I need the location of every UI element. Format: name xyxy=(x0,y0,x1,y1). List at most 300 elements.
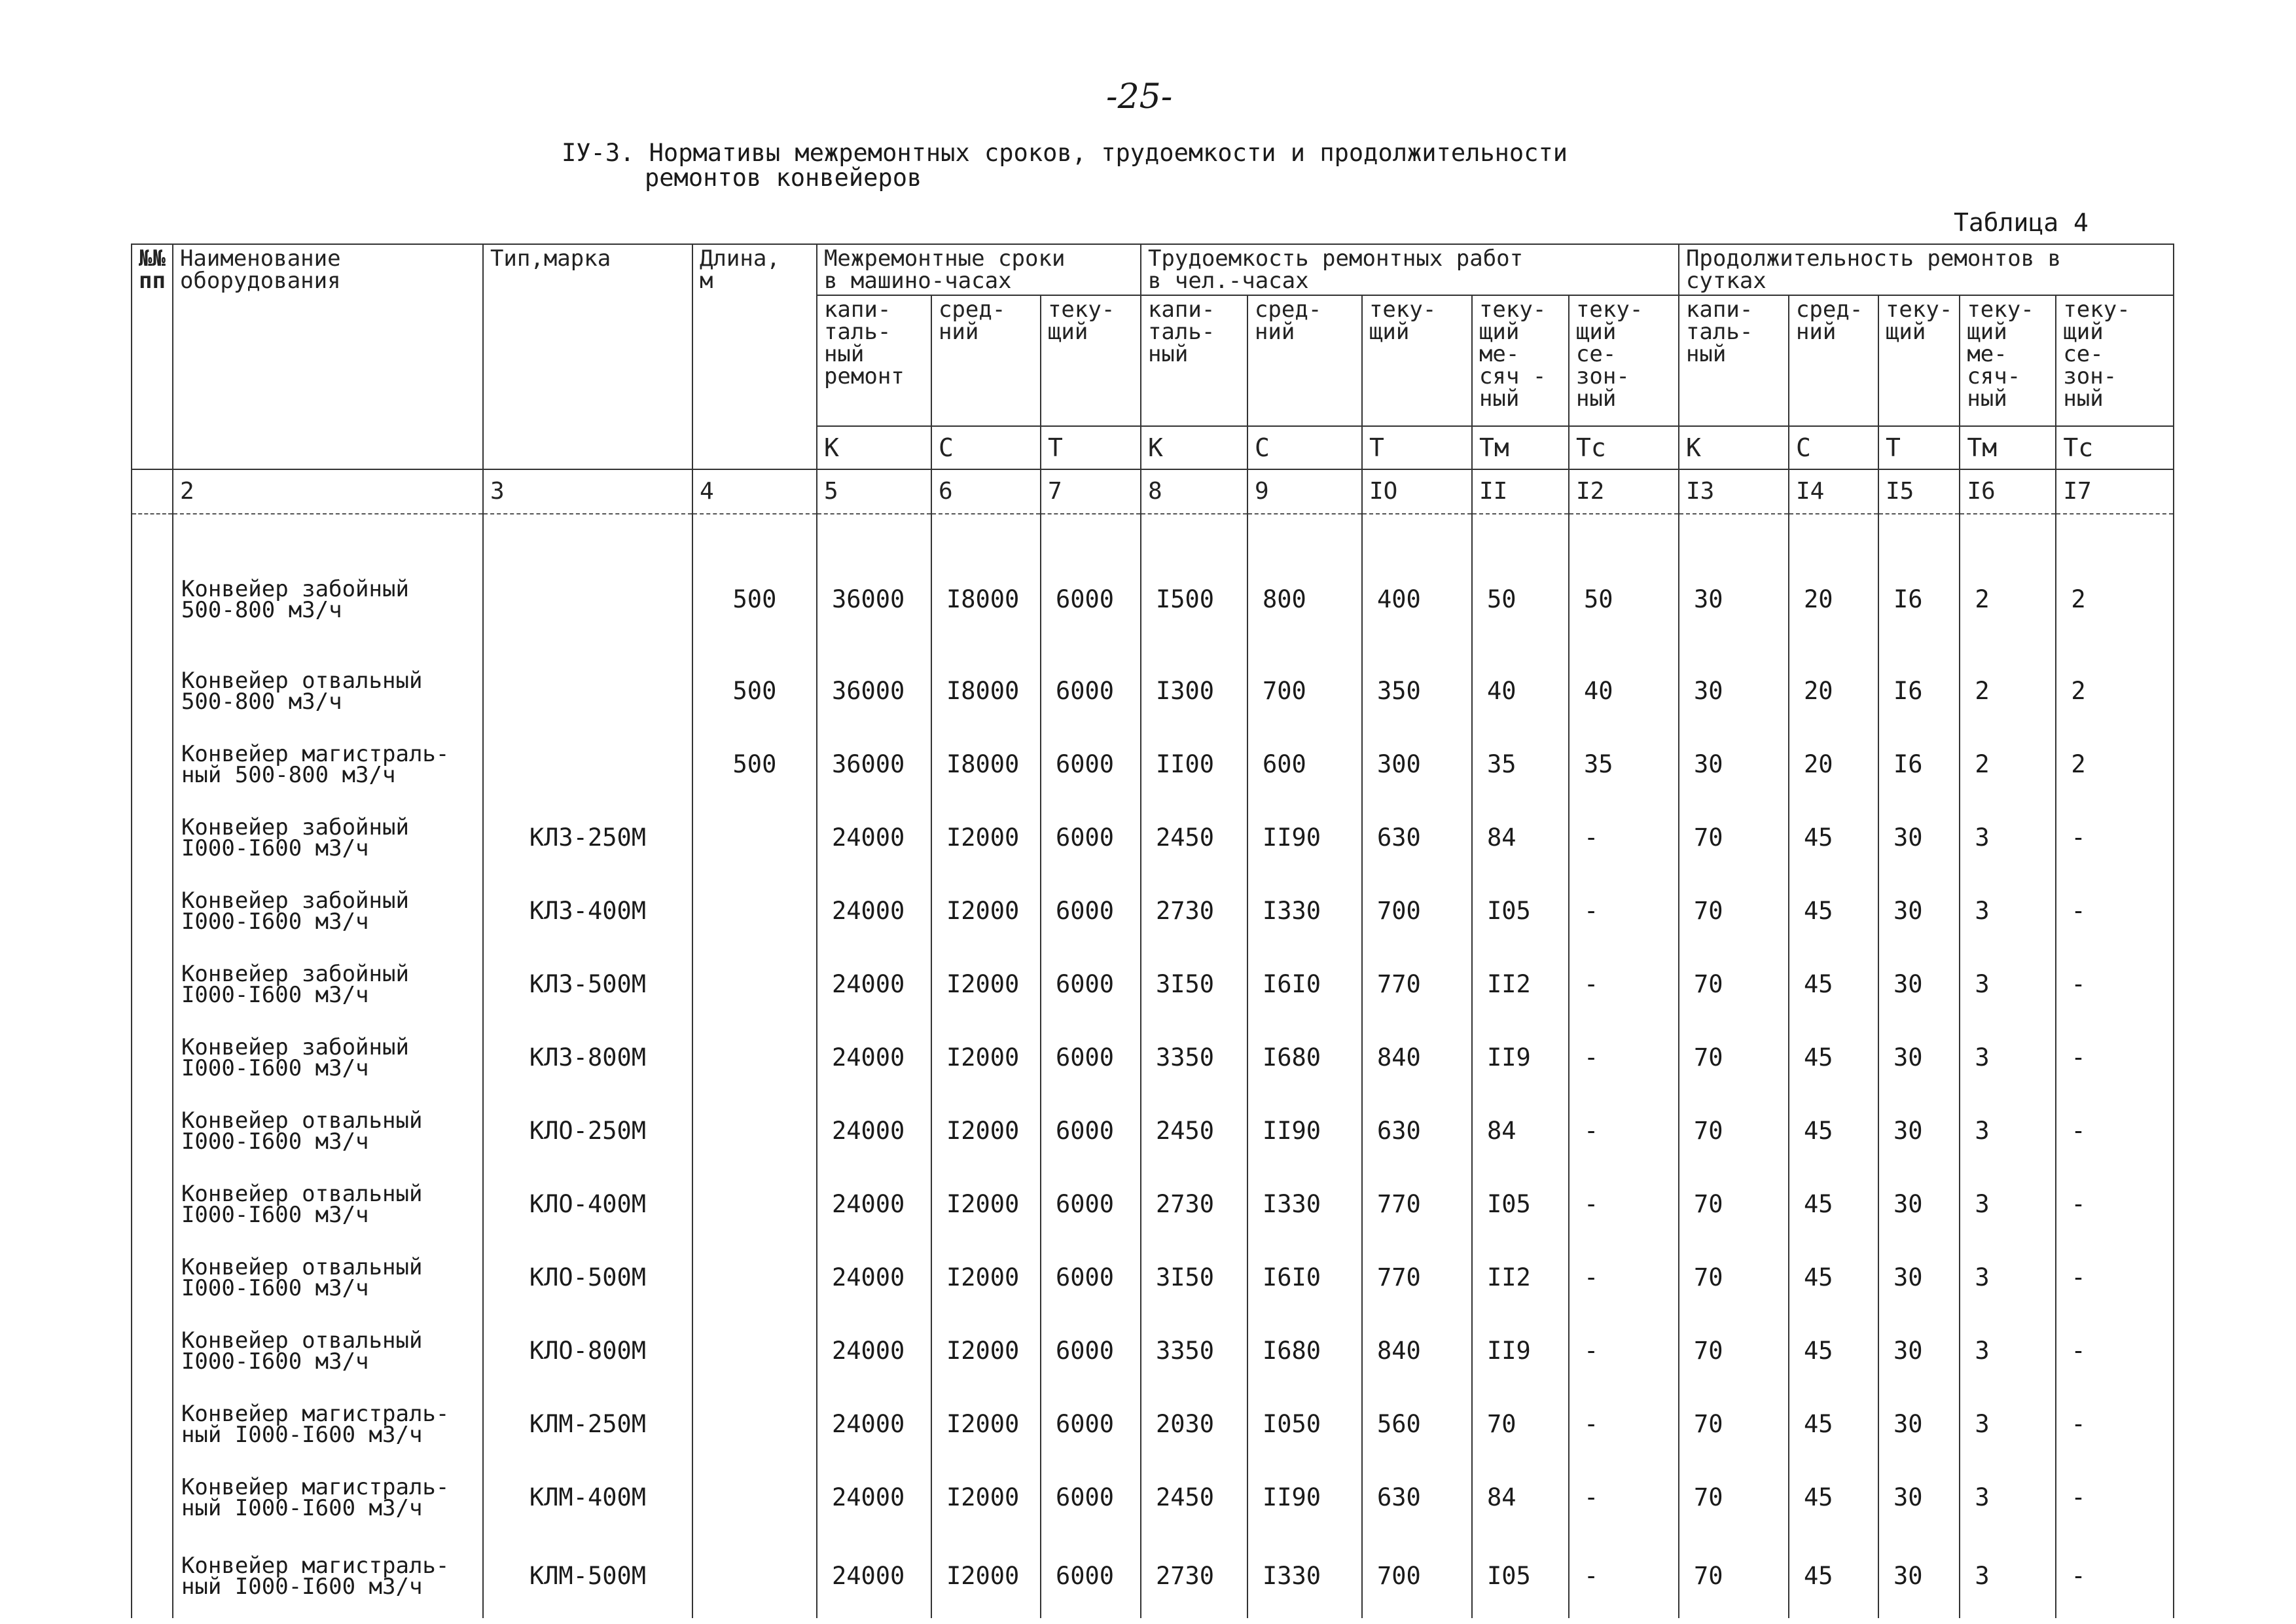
value-cell: 45 xyxy=(1789,1461,1878,1534)
header-letter-cell: Тм xyxy=(1472,426,1569,469)
value-cell: II00 xyxy=(1141,728,1247,801)
length-cell xyxy=(692,948,817,1021)
value-cell: I8000 xyxy=(931,514,1041,655)
row-number-cell xyxy=(132,1314,173,1388)
header-duration-current: теку- щий xyxy=(1878,295,1960,426)
length-cell xyxy=(692,1388,817,1461)
header-letter-cell: С xyxy=(1247,426,1362,469)
value-cell: 3 xyxy=(1960,1168,2056,1241)
value-cell: 30 xyxy=(1878,1314,1960,1388)
value-cell: I2000 xyxy=(931,1094,1041,1168)
row-number-cell xyxy=(132,1021,173,1094)
value-cell: 50 xyxy=(1472,514,1569,655)
value-cell: 2730 xyxy=(1141,1534,1247,1618)
value-cell: 6000 xyxy=(1041,875,1141,948)
value-cell: I6I0 xyxy=(1247,1241,1362,1314)
header-letter-cell: К xyxy=(1679,426,1789,469)
table-row xyxy=(132,875,2174,948)
value-cell: 30 xyxy=(1679,655,1789,728)
value-cell: 70 xyxy=(1679,1021,1789,1094)
value-cell: I6 xyxy=(1878,655,1960,728)
header-letter-cell: К xyxy=(817,426,931,469)
column-number-cell: 4 xyxy=(692,469,817,514)
value-cell: 630 xyxy=(1362,1094,1472,1168)
value-cell: II2 xyxy=(1472,1241,1569,1314)
value-cell: 70 xyxy=(1679,1241,1789,1314)
equipment-name-cell: Конвейер магистраль- ный 500-800 м3/ч xyxy=(173,728,483,801)
value-cell: 2450 xyxy=(1141,801,1247,875)
value-cell: I680 xyxy=(1247,1314,1362,1388)
equipment-type-cell: КЛЗ-800М xyxy=(483,1021,692,1094)
value-cell: 3 xyxy=(1960,1314,2056,1388)
equipment-name-cell: Конвейер отвальный I000-I600 м3/ч xyxy=(173,1314,483,1388)
value-cell: 30 xyxy=(1878,1534,1960,1618)
value-cell: 400 xyxy=(1362,514,1472,655)
value-cell: - xyxy=(1569,1388,1679,1461)
length-cell xyxy=(692,1241,817,1314)
header-labor-capital: капи- таль- ный xyxy=(1141,295,1247,426)
column-number-cell: I6 xyxy=(1960,469,2056,514)
value-cell: - xyxy=(2056,1021,2174,1094)
value-cell: - xyxy=(1569,948,1679,1021)
value-cell: 770 xyxy=(1362,1168,1472,1241)
value-cell: 24000 xyxy=(817,1241,931,1314)
value-cell: - xyxy=(1569,875,1679,948)
value-cell: I05 xyxy=(1472,875,1569,948)
table-row xyxy=(132,1534,2174,1618)
value-cell: 45 xyxy=(1789,1314,1878,1388)
table-row xyxy=(132,1461,2174,1534)
table-row xyxy=(132,1094,2174,1168)
value-cell: 2 xyxy=(1960,728,2056,801)
row-number-cell xyxy=(132,1388,173,1461)
value-cell: 45 xyxy=(1789,1021,1878,1094)
value-cell: 6000 xyxy=(1041,655,1141,728)
header-duration-monthly: теку- щий ме- сяч- ный xyxy=(1960,295,2056,426)
value-cell: 6000 xyxy=(1041,1241,1141,1314)
value-cell: 24000 xyxy=(817,1168,931,1241)
equipment-type-cell xyxy=(483,514,692,655)
value-cell: II9 xyxy=(1472,1021,1569,1094)
value-cell: 2730 xyxy=(1141,1168,1247,1241)
value-cell: 2 xyxy=(2056,655,2174,728)
value-cell: I2000 xyxy=(931,1388,1041,1461)
column-number-cell: II xyxy=(1472,469,1569,514)
length-cell xyxy=(692,1534,817,1618)
value-cell: 45 xyxy=(1789,1241,1878,1314)
value-cell: 24000 xyxy=(817,1094,931,1168)
header-interval-current: теку- щий xyxy=(1041,295,1141,426)
header-labor-monthly: теку- щий ме- сяч - ный xyxy=(1472,295,1569,426)
column-number-cell: I3 xyxy=(1679,469,1789,514)
value-cell: 700 xyxy=(1362,1534,1472,1618)
equipment-name-cell: Конвейер отвальный I000-I600 м3/ч xyxy=(173,1241,483,1314)
value-cell: 70 xyxy=(1679,1534,1789,1618)
value-cell: I05 xyxy=(1472,1168,1569,1241)
length-cell xyxy=(692,1168,817,1241)
value-cell: 84 xyxy=(1472,801,1569,875)
value-cell: 3 xyxy=(1960,1094,2056,1168)
length-cell xyxy=(692,1094,817,1168)
value-cell: I8000 xyxy=(931,655,1041,728)
value-cell: II90 xyxy=(1247,1094,1362,1168)
equipment-type-cell: КЛМ-400М xyxy=(483,1461,692,1534)
value-cell: 3 xyxy=(1960,1021,2056,1094)
column-number-cell: 5 xyxy=(817,469,931,514)
value-cell: 3 xyxy=(1960,948,2056,1021)
value-cell: 3 xyxy=(1960,1241,2056,1314)
value-cell: 30 xyxy=(1679,514,1789,655)
value-cell: 30 xyxy=(1878,801,1960,875)
value-cell: 24000 xyxy=(817,1388,931,1461)
value-cell: 30 xyxy=(1878,1241,1960,1314)
value-cell: 36000 xyxy=(817,655,931,728)
equipment-name-cell: Конвейер забойный I000-I600 м3/ч xyxy=(173,801,483,875)
value-cell: 84 xyxy=(1472,1461,1569,1534)
header-labor-group: Трудоемкость ремонтных работ в чел.-часах xyxy=(1141,244,1679,295)
table-row xyxy=(132,1314,2174,1388)
value-cell: 6000 xyxy=(1041,514,1141,655)
header-num: №№ пп xyxy=(132,244,173,469)
column-number-cell: IO xyxy=(1362,469,1472,514)
value-cell: - xyxy=(2056,1534,2174,1618)
value-cell: 600 xyxy=(1247,728,1362,801)
header-letter-cell: Т xyxy=(1041,426,1141,469)
header-length: Длина, м xyxy=(692,244,817,469)
value-cell: 45 xyxy=(1789,1094,1878,1168)
table-row xyxy=(132,514,2174,655)
header-interval-capital: капи- таль- ный ремонт xyxy=(817,295,931,426)
value-cell: 6000 xyxy=(1041,1314,1141,1388)
page-number: -25- xyxy=(1106,77,1173,117)
value-cell: I2000 xyxy=(931,1241,1041,1314)
value-cell: 700 xyxy=(1362,875,1472,948)
value-cell: - xyxy=(2056,1094,2174,1168)
value-cell: 2 xyxy=(1960,514,2056,655)
value-cell: 24000 xyxy=(817,1314,931,1388)
value-cell: - xyxy=(1569,1168,1679,1241)
value-cell: 2030 xyxy=(1141,1388,1247,1461)
header-duration-medium: сред- ний xyxy=(1789,295,1878,426)
value-cell: 45 xyxy=(1789,1168,1878,1241)
equipment-name-cell: Конвейер отвальный I000-I600 м3/ч xyxy=(173,1094,483,1168)
value-cell: - xyxy=(1569,1314,1679,1388)
column-number-cell: I4 xyxy=(1789,469,1878,514)
value-cell: 3 xyxy=(1960,801,2056,875)
value-cell: 6000 xyxy=(1041,801,1141,875)
table-row xyxy=(132,1241,2174,1314)
value-cell: II2 xyxy=(1472,948,1569,1021)
equipment-type-cell: КЛЗ-400М xyxy=(483,875,692,948)
equipment-type-cell xyxy=(483,655,692,728)
value-cell: I680 xyxy=(1247,1021,1362,1094)
value-cell: 24000 xyxy=(817,801,931,875)
value-cell: 3 xyxy=(1960,875,2056,948)
value-cell: 2730 xyxy=(1141,875,1247,948)
equipment-type-cell: КЛЗ-500М xyxy=(483,948,692,1021)
table-row xyxy=(132,655,2174,728)
header-type: Тип,марка xyxy=(483,244,692,469)
header-letter-cell: Т xyxy=(1362,426,1472,469)
value-cell: 700 xyxy=(1247,655,1362,728)
value-cell: - xyxy=(2056,948,2174,1021)
value-cell: 84 xyxy=(1472,1094,1569,1168)
table-row xyxy=(132,801,2174,875)
value-cell: - xyxy=(2056,1314,2174,1388)
equipment-type-cell xyxy=(483,728,692,801)
header-interval-group: Межремонтные сроки в машино-часах xyxy=(817,244,1141,295)
value-cell: 3 xyxy=(1960,1388,2056,1461)
table-row xyxy=(132,1168,2174,1241)
value-cell: 45 xyxy=(1789,801,1878,875)
value-cell: 70 xyxy=(1679,1461,1789,1534)
value-cell: I2000 xyxy=(931,948,1041,1021)
header-labor-seasonal: теку- щий се- зон- ный xyxy=(1569,295,1679,426)
header-labor-medium: сред- ний xyxy=(1247,295,1362,426)
equipment-type-cell: КЛО-400М xyxy=(483,1168,692,1241)
equipment-name-cell: Конвейер забойный I000-I600 м3/ч xyxy=(173,1021,483,1094)
header-letter-cell: Тм xyxy=(1960,426,2056,469)
value-cell: 24000 xyxy=(817,1461,931,1534)
value-cell: 40 xyxy=(1472,655,1569,728)
value-cell: 770 xyxy=(1362,948,1472,1021)
length-cell: 500 xyxy=(692,514,817,655)
table-label: Таблица 4 xyxy=(1954,208,2089,237)
value-cell: I2000 xyxy=(931,1461,1041,1534)
value-cell: 70 xyxy=(1679,948,1789,1021)
value-cell: 2 xyxy=(2056,514,2174,655)
value-cell: I6 xyxy=(1878,514,1960,655)
equipment-name-cell: Конвейер магистраль- ный I000-I600 м3/ч xyxy=(173,1534,483,1618)
value-cell: 840 xyxy=(1362,1314,1472,1388)
table-row xyxy=(132,728,2174,801)
value-cell: 3I50 xyxy=(1141,948,1247,1021)
value-cell: - xyxy=(2056,1461,2174,1534)
row-number-cell xyxy=(132,1094,173,1168)
table-row xyxy=(132,948,2174,1021)
value-cell: 350 xyxy=(1362,655,1472,728)
value-cell: 2 xyxy=(1960,655,2056,728)
column-number-cell: I2 xyxy=(1569,469,1679,514)
value-cell: 24000 xyxy=(817,948,931,1021)
value-cell: 50 xyxy=(1569,514,1679,655)
header-letter-cell: Тс xyxy=(2056,426,2174,469)
value-cell: I2000 xyxy=(931,1168,1041,1241)
length-cell xyxy=(692,1021,817,1094)
column-number-cell: 3 xyxy=(483,469,692,514)
header-duration-capital: капи- таль- ный xyxy=(1679,295,1789,426)
equipment-name-cell: Конвейер магистраль- ный I000-I600 м3/ч xyxy=(173,1461,483,1534)
value-cell: 2450 xyxy=(1141,1461,1247,1534)
value-cell: 45 xyxy=(1789,1388,1878,1461)
value-cell: 3350 xyxy=(1141,1021,1247,1094)
column-number-cell: 2 xyxy=(173,469,483,514)
value-cell: I05 xyxy=(1472,1534,1569,1618)
value-cell: 70 xyxy=(1679,1314,1789,1388)
header-letter-cell: К xyxy=(1141,426,1247,469)
value-cell: 24000 xyxy=(817,1534,931,1618)
value-cell: I6I0 xyxy=(1247,948,1362,1021)
document-title-continuation: ремонтов конвейеров xyxy=(645,164,922,192)
equipment-name-cell: Конвейер магистраль- ный I000-I600 м3/ч xyxy=(173,1388,483,1461)
header-labor-current: теку- щий xyxy=(1362,295,1472,426)
value-cell: 6000 xyxy=(1041,1094,1141,1168)
header-row-groups xyxy=(132,244,2174,295)
header-letter-cell: Тс xyxy=(1569,426,1679,469)
table-row xyxy=(132,1388,2174,1461)
value-cell: 35 xyxy=(1569,728,1679,801)
row-number-cell xyxy=(132,728,173,801)
value-cell: 30 xyxy=(1878,875,1960,948)
equipment-type-cell: КЛМ-500М xyxy=(483,1534,692,1618)
equipment-name-cell: Конвейер отвальный I000-I600 м3/ч xyxy=(173,1168,483,1241)
repair-norms-table xyxy=(131,244,2174,1618)
value-cell: 630 xyxy=(1362,801,1472,875)
value-cell: 300 xyxy=(1362,728,1472,801)
value-cell: 45 xyxy=(1789,948,1878,1021)
value-cell: I330 xyxy=(1247,1534,1362,1618)
row-number-cell xyxy=(132,948,173,1021)
row-number-cell xyxy=(132,1534,173,1618)
length-cell: 500 xyxy=(692,728,817,801)
value-cell: I8000 xyxy=(931,728,1041,801)
value-cell: 70 xyxy=(1679,801,1789,875)
value-cell: 45 xyxy=(1789,875,1878,948)
value-cell: 3 xyxy=(1960,1534,2056,1618)
value-cell: 70 xyxy=(1679,875,1789,948)
value-cell: 2450 xyxy=(1141,1094,1247,1168)
value-cell: 24000 xyxy=(817,1021,931,1094)
value-cell: 6000 xyxy=(1041,1388,1141,1461)
length-cell xyxy=(692,801,817,875)
table-row xyxy=(132,1021,2174,1094)
equipment-type-cell: КЛО-500М xyxy=(483,1241,692,1314)
value-cell: 6000 xyxy=(1041,728,1141,801)
header-name: Наименование оборудования xyxy=(173,244,483,469)
row-number-cell xyxy=(132,801,173,875)
value-cell: I2000 xyxy=(931,1314,1041,1388)
value-cell: 20 xyxy=(1789,514,1878,655)
value-cell: - xyxy=(2056,1241,2174,1314)
value-cell: I2000 xyxy=(931,875,1041,948)
equipment-type-cell: КЛО-800М xyxy=(483,1314,692,1388)
column-number-cell: I7 xyxy=(2056,469,2174,514)
value-cell: I330 xyxy=(1247,875,1362,948)
value-cell: 630 xyxy=(1362,1461,1472,1534)
value-cell: 30 xyxy=(1878,1168,1960,1241)
value-cell: - xyxy=(1569,1021,1679,1094)
value-cell: I330 xyxy=(1247,1168,1362,1241)
value-cell: - xyxy=(1569,801,1679,875)
value-cell: 3 xyxy=(1960,1461,2056,1534)
length-cell xyxy=(692,875,817,948)
row-number-cell xyxy=(132,514,173,655)
value-cell: 6000 xyxy=(1041,1461,1141,1534)
value-cell: 40 xyxy=(1569,655,1679,728)
value-cell: 70 xyxy=(1679,1094,1789,1168)
value-cell: 6000 xyxy=(1041,948,1141,1021)
equipment-name-cell: Конвейер отвальный 500-800 м3/ч xyxy=(173,655,483,728)
value-cell: II90 xyxy=(1247,1461,1362,1534)
value-cell: 800 xyxy=(1247,514,1362,655)
value-cell: II90 xyxy=(1247,801,1362,875)
value-cell: I300 xyxy=(1141,655,1247,728)
colnum-cell xyxy=(132,469,173,514)
header-duration-seasonal: теку- щий се- зон- ный xyxy=(2056,295,2174,426)
value-cell: - xyxy=(1569,1241,1679,1314)
length-cell xyxy=(692,1314,817,1388)
value-cell: II9 xyxy=(1472,1314,1569,1388)
equipment-type-cell: КЛЗ-250М xyxy=(483,801,692,875)
header-interval-medium: сред- ний xyxy=(931,295,1041,426)
value-cell: 35 xyxy=(1472,728,1569,801)
equipment-name-cell: Конвейер забойный I000-I600 м3/ч xyxy=(173,948,483,1021)
value-cell: - xyxy=(1569,1094,1679,1168)
value-cell: - xyxy=(2056,801,2174,875)
value-cell: 45 xyxy=(1789,1534,1878,1618)
value-cell: 3I50 xyxy=(1141,1241,1247,1314)
value-cell: 36000 xyxy=(817,728,931,801)
row-number-cell xyxy=(132,1241,173,1314)
row-number-cell xyxy=(132,1168,173,1241)
value-cell: 70 xyxy=(1472,1388,1569,1461)
value-cell: 30 xyxy=(1878,1021,1960,1094)
value-cell: - xyxy=(1569,1534,1679,1618)
equipment-name-cell: Конвейер забойный I000-I600 м3/ч xyxy=(173,875,483,948)
value-cell: 3350 xyxy=(1141,1314,1247,1388)
value-cell: 70 xyxy=(1679,1168,1789,1241)
column-number-cell: 9 xyxy=(1247,469,1362,514)
equipment-type-cell: КЛО-250М xyxy=(483,1094,692,1168)
column-number-cell: 6 xyxy=(931,469,1041,514)
value-cell: 20 xyxy=(1789,655,1878,728)
header-letter-cell: С xyxy=(931,426,1041,469)
value-cell: I2000 xyxy=(931,1534,1041,1618)
row-number-cell xyxy=(132,1461,173,1534)
value-cell: 770 xyxy=(1362,1241,1472,1314)
value-cell: I500 xyxy=(1141,514,1247,655)
value-cell: 30 xyxy=(1878,1094,1960,1168)
equipment-type-cell: КЛМ-250М xyxy=(483,1388,692,1461)
value-cell: 24000 xyxy=(817,875,931,948)
column-number-cell: 7 xyxy=(1041,469,1141,514)
value-cell: 70 xyxy=(1679,1388,1789,1461)
value-cell: - xyxy=(2056,875,2174,948)
length-cell xyxy=(692,1461,817,1534)
value-cell: 30 xyxy=(1679,728,1789,801)
equipment-name-cell: Конвейер забойный 500-800 м3/ч xyxy=(173,514,483,655)
column-number-cell: 8 xyxy=(1141,469,1247,514)
header-letter-cell: Т xyxy=(1878,426,1960,469)
length-cell: 500 xyxy=(692,655,817,728)
value-cell: - xyxy=(2056,1388,2174,1461)
value-cell: 6000 xyxy=(1041,1534,1141,1618)
row-number-cell xyxy=(132,655,173,728)
value-cell: I2000 xyxy=(931,1021,1041,1094)
value-cell: I2000 xyxy=(931,801,1041,875)
header-row-column-numbers xyxy=(132,469,2174,514)
value-cell: I050 xyxy=(1247,1388,1362,1461)
value-cell: I6 xyxy=(1878,728,1960,801)
value-cell: 2 xyxy=(2056,728,2174,801)
value-cell: - xyxy=(2056,1168,2174,1241)
document-title: IУ-3. Нормативы межремонтных сроков, трудоемкости и продолжительности xyxy=(562,139,1568,167)
value-cell: 30 xyxy=(1878,1461,1960,1534)
value-cell: 20 xyxy=(1789,728,1878,801)
column-number-cell: I5 xyxy=(1878,469,1960,514)
value-cell: 36000 xyxy=(817,514,931,655)
value-cell: 840 xyxy=(1362,1021,1472,1094)
